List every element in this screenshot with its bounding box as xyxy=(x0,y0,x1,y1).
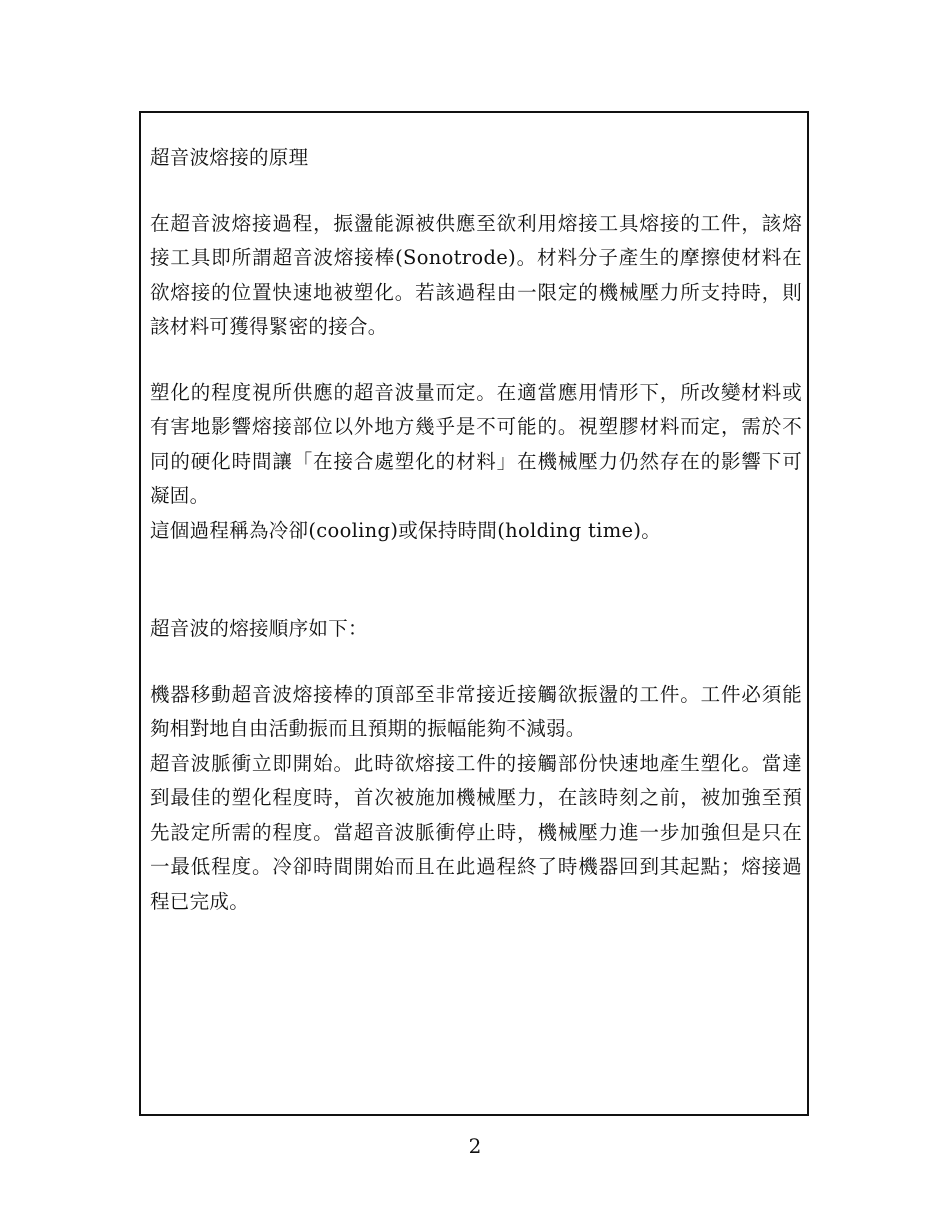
paragraph-sequence-step1: 機器移動超音波熔接棒的頂部至非常接近接觸欲振盪的工件。工件必須能夠相對地自由活動振而且預期的振幅能夠不減弱。 xyxy=(150,682,802,740)
paragraph-sequence-step2: 超音波脈衝立即開始。此時欲熔接工件的接觸部份快速地產生塑化。當達到最佳的塑化程度時，首次被施加機械壓力，在該時刻之前，被加強至預先設定所需的程度。當超音波脈衝停止時，機械壓力進一步加強但是只在一最低程度。冷卻時間開始而且在此過程終了時機器回到其起點；熔接過程已完成。 xyxy=(150,751,802,913)
section-heading-sequence: 超音波的熔接順序如下： xyxy=(150,617,368,640)
document-body xyxy=(150,141,802,919)
paragraph-process: 在超音波熔接過程，振盪能源被供應至欲利用熔接工具熔接的工件，該熔接工具即所謂超音波熔接棒(Sonotrode)。材料分子產生的摩擦使材料在欲熔接的位置快速地被塑化。若該過程由一限定的機械壓力所支持時，則該材料可獲得緊密的接合。 xyxy=(150,211,802,338)
paragraph-cooling: 這個過程稱為冷卻(cooling)或保持時間(holding time)。 xyxy=(150,518,662,542)
paragraph-plasticizing: 塑化的程度視所供應的超音波量而定。在適當應用情形下，所改變材料或有害地影響熔接部位以外地方幾乎是不可能的。視塑膠材料而定，需於不同的硬化時間讓「在接合處塑化的材料」在機械壓力仍然存在的影響下可凝固。 xyxy=(150,380,802,507)
page-number: 2 xyxy=(468,1134,482,1158)
section-heading-principle: 超音波熔接的原理 xyxy=(150,146,309,169)
